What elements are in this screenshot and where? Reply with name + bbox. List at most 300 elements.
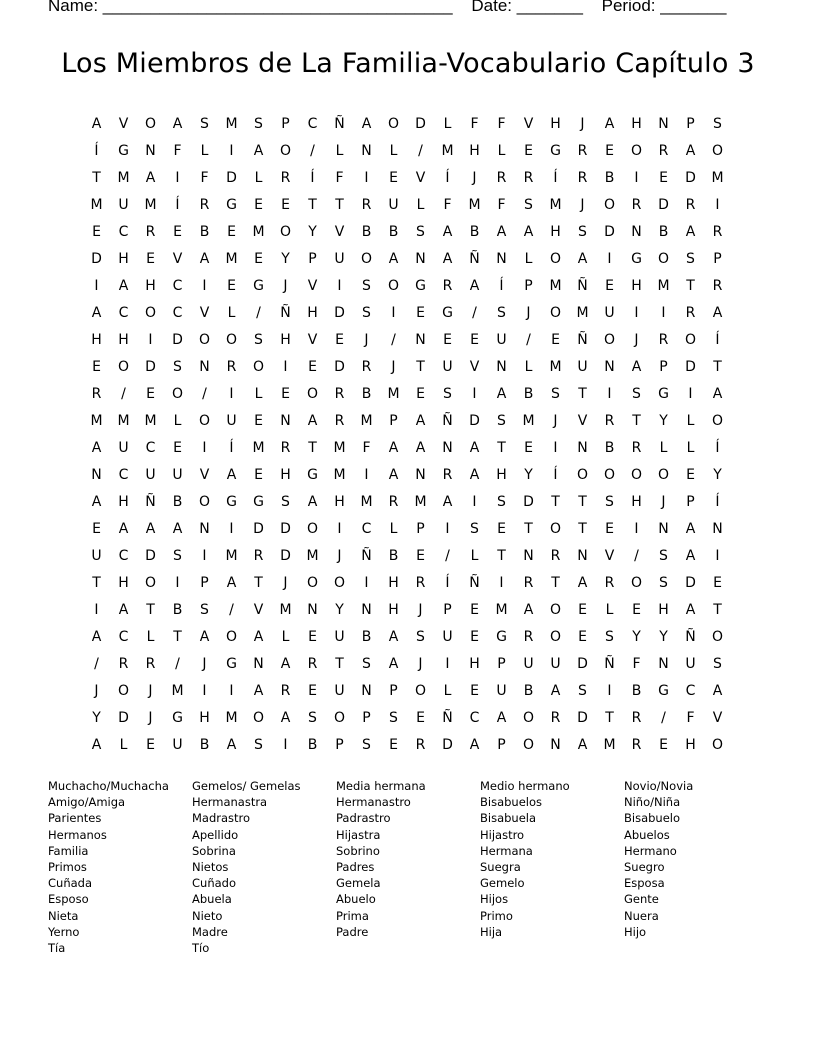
grid-letter[interactable]: M	[306, 548, 319, 564]
grid-letter[interactable]: M	[144, 197, 157, 213]
grid-letter[interactable]: E	[416, 386, 425, 402]
grid-letter[interactable]: S	[389, 710, 398, 726]
grid-letter[interactable]: D	[226, 170, 237, 186]
grid-letter[interactable]: V	[172, 251, 183, 267]
grid-letter[interactable]: A	[91, 494, 102, 510]
date-field[interactable]: Date: _______	[471, 0, 583, 15]
grid-letter[interactable]: V	[253, 602, 264, 618]
grid-letter[interactable]: J	[202, 656, 207, 672]
grid-letter[interactable]: P	[443, 602, 452, 618]
grid-letter[interactable]: P	[200, 575, 209, 591]
grid-letter[interactable]: R	[307, 656, 318, 672]
grid-letter[interactable]: T	[551, 494, 560, 510]
grid-letter[interactable]: Í	[499, 278, 504, 294]
grid-letter[interactable]: E	[308, 359, 317, 375]
grid-letter[interactable]: J	[634, 332, 639, 348]
grid-letter[interactable]: R	[280, 170, 291, 186]
grid-letter[interactable]: E	[605, 521, 614, 537]
grid-letter[interactable]: L	[281, 629, 290, 645]
grid-letter[interactable]: S	[497, 413, 506, 429]
grid-letter[interactable]: O	[603, 332, 616, 348]
grid-letter[interactable]: O	[522, 737, 535, 753]
grid-letter[interactable]: O	[657, 467, 670, 483]
grid-letter[interactable]: Ñ	[685, 629, 696, 645]
grid-letter[interactable]: F	[497, 197, 506, 213]
grid-letter[interactable]: E	[146, 386, 155, 402]
grid-letter[interactable]: L	[254, 170, 263, 186]
grid-letter[interactable]: A	[685, 548, 696, 564]
grid-letter[interactable]: E	[308, 683, 317, 699]
grid-letter[interactable]: B	[199, 224, 210, 240]
grid-letter[interactable]: R	[550, 710, 561, 726]
grid-letter[interactable]: H	[631, 278, 642, 294]
grid-letter[interactable]: O	[603, 197, 616, 213]
grid-letter[interactable]: /	[175, 656, 180, 672]
grid-letter[interactable]: B	[199, 737, 210, 753]
grid-letter[interactable]: U	[118, 440, 129, 456]
grid-letter[interactable]: Í	[175, 197, 180, 213]
grid-letter[interactable]: I	[337, 278, 342, 294]
grid-letter[interactable]: B	[658, 224, 669, 240]
grid-letter[interactable]: I	[364, 575, 369, 591]
grid-letter[interactable]: E	[416, 548, 425, 564]
grid-letter[interactable]: /	[418, 143, 423, 159]
grid-letter[interactable]: A	[361, 116, 372, 132]
grid-letter[interactable]: M	[252, 440, 265, 456]
grid-letter[interactable]: Ñ	[361, 548, 372, 564]
grid-letter[interactable]: E	[146, 737, 155, 753]
grid-letter[interactable]: P	[497, 656, 506, 672]
grid-letter[interactable]: F	[686, 710, 695, 726]
grid-letter[interactable]: E	[92, 359, 101, 375]
grid-letter[interactable]: R	[415, 575, 426, 591]
grid-letter[interactable]: I	[229, 386, 234, 402]
grid-letter[interactable]: U	[226, 413, 237, 429]
grid-letter[interactable]: S	[524, 197, 533, 213]
grid-letter[interactable]: Ñ	[604, 656, 615, 672]
grid-letter[interactable]: M	[90, 413, 103, 429]
grid-letter[interactable]: L	[686, 413, 695, 429]
grid-letter[interactable]: A	[685, 602, 696, 618]
grid-letter[interactable]: U	[172, 737, 183, 753]
grid-letter[interactable]: J	[283, 575, 288, 591]
grid-letter[interactable]: T	[578, 521, 587, 537]
grid-letter[interactable]: S	[578, 224, 587, 240]
grid-letter[interactable]: Ñ	[577, 278, 588, 294]
grid-letter[interactable]: C	[172, 305, 183, 321]
grid-letter[interactable]: V	[712, 710, 723, 726]
grid-letter[interactable]: J	[148, 710, 153, 726]
grid-letter[interactable]: C	[685, 683, 696, 699]
grid-letter[interactable]: D	[604, 224, 615, 240]
grid-letter[interactable]: A	[685, 521, 696, 537]
grid-letter[interactable]: Í	[715, 494, 720, 510]
grid-letter[interactable]: R	[280, 683, 291, 699]
grid-letter[interactable]: M	[144, 413, 157, 429]
grid-letter[interactable]: O	[198, 413, 211, 429]
grid-letter[interactable]: R	[334, 413, 345, 429]
grid-letter[interactable]: A	[685, 143, 696, 159]
grid-letter[interactable]: F	[443, 197, 452, 213]
grid-letter[interactable]: I	[229, 521, 234, 537]
grid-letter[interactable]: N	[415, 332, 426, 348]
grid-letter[interactable]: O	[306, 386, 319, 402]
grid-letter[interactable]: L	[173, 413, 182, 429]
grid-letter[interactable]: /	[256, 305, 261, 321]
grid-letter[interactable]: I	[688, 386, 693, 402]
grid-letter[interactable]: Í	[445, 575, 450, 591]
grid-letter[interactable]: E	[281, 386, 290, 402]
grid-letter[interactable]: M	[414, 494, 427, 510]
grid-letter[interactable]: T	[308, 440, 317, 456]
grid-letter[interactable]: M	[603, 737, 616, 753]
grid-letter[interactable]: S	[605, 629, 614, 645]
grid-letter[interactable]: I	[202, 548, 207, 564]
grid-letter[interactable]: T	[416, 359, 425, 375]
grid-letter[interactable]: R	[280, 440, 291, 456]
grid-letter[interactable]: T	[605, 710, 614, 726]
grid-letter[interactable]: M	[225, 251, 238, 267]
grid-letter[interactable]: I	[715, 197, 720, 213]
grid-letter[interactable]: A	[253, 683, 264, 699]
grid-letter[interactable]: P	[497, 737, 506, 753]
grid-letter[interactable]: E	[308, 629, 317, 645]
grid-letter[interactable]: Y	[335, 602, 344, 618]
grid-letter[interactable]: H	[388, 602, 399, 618]
grid-letter[interactable]: B	[604, 170, 615, 186]
grid-letter[interactable]: I	[607, 386, 612, 402]
grid-letter[interactable]: M	[522, 413, 535, 429]
grid-letter[interactable]: L	[146, 629, 155, 645]
grid-letter[interactable]: O	[117, 683, 130, 699]
grid-letter[interactable]: F	[200, 170, 209, 186]
grid-letter[interactable]: N	[523, 548, 534, 564]
grid-letter[interactable]: L	[524, 359, 533, 375]
grid-letter[interactable]: E	[227, 278, 236, 294]
grid-letter[interactable]: P	[335, 737, 344, 753]
grid-letter[interactable]: R	[631, 737, 642, 753]
grid-letter[interactable]: N	[145, 143, 156, 159]
grid-letter[interactable]: N	[712, 521, 723, 537]
grid-letter[interactable]: V	[604, 548, 615, 564]
grid-letter[interactable]: L	[497, 143, 506, 159]
grid-letter[interactable]: E	[713, 575, 722, 591]
grid-letter[interactable]: P	[362, 710, 371, 726]
grid-letter[interactable]: U	[442, 629, 453, 645]
grid-letter[interactable]: N	[307, 602, 318, 618]
grid-letter[interactable]: E	[551, 332, 560, 348]
grid-letter[interactable]: A	[523, 224, 534, 240]
grid-letter[interactable]: I	[472, 494, 477, 510]
grid-letter[interactable]: C	[361, 521, 372, 537]
grid-letter[interactable]: G	[226, 656, 237, 672]
grid-letter[interactable]: D	[469, 413, 480, 429]
grid-letter[interactable]: R	[631, 710, 642, 726]
grid-letter[interactable]: R	[523, 575, 534, 591]
grid-letter[interactable]: M	[360, 494, 373, 510]
grid-letter[interactable]: B	[361, 386, 372, 402]
grid-letter[interactable]: O	[144, 116, 157, 132]
grid-letter[interactable]: D	[280, 521, 291, 537]
grid-letter[interactable]: /	[229, 602, 234, 618]
grid-letter[interactable]: P	[389, 683, 398, 699]
grid-letter[interactable]: C	[307, 116, 318, 132]
grid-letter[interactable]: O	[144, 575, 157, 591]
grid-letter[interactable]: B	[631, 683, 642, 699]
grid-letter[interactable]: G	[307, 467, 318, 483]
grid-letter[interactable]: E	[470, 332, 479, 348]
grid-letter[interactable]: U	[334, 683, 345, 699]
grid-letter[interactable]: I	[175, 170, 180, 186]
grid-letter[interactable]: G	[658, 386, 669, 402]
grid-letter[interactable]: L	[686, 440, 695, 456]
grid-letter[interactable]: S	[578, 683, 587, 699]
grid-letter[interactable]: R	[658, 332, 669, 348]
grid-letter[interactable]: M	[225, 710, 238, 726]
grid-letter[interactable]: P	[659, 359, 668, 375]
grid-letter[interactable]: H	[550, 116, 561, 132]
grid-letter[interactable]: U	[118, 197, 129, 213]
grid-letter[interactable]: H	[388, 575, 399, 591]
grid-letter[interactable]: A	[118, 521, 129, 537]
grid-letter[interactable]: A	[550, 683, 561, 699]
grid-letter[interactable]: E	[632, 602, 641, 618]
grid-letter[interactable]: R	[226, 359, 237, 375]
grid-letter[interactable]: B	[361, 629, 372, 645]
grid-letter[interactable]: E	[443, 332, 452, 348]
grid-letter[interactable]: V	[577, 413, 588, 429]
grid-letter[interactable]: L	[119, 737, 128, 753]
grid-letter[interactable]: V	[415, 170, 426, 186]
grid-letter[interactable]: S	[254, 332, 263, 348]
grid-letter[interactable]: E	[416, 305, 425, 321]
grid-letter[interactable]: A	[91, 737, 102, 753]
grid-letter[interactable]: N	[361, 683, 372, 699]
grid-letter[interactable]: R	[631, 440, 642, 456]
grid-letter[interactable]: D	[334, 359, 345, 375]
grid-letter[interactable]: E	[470, 629, 479, 645]
grid-letter[interactable]: S	[713, 116, 722, 132]
grid-letter[interactable]: A	[577, 575, 588, 591]
period-field[interactable]: Period: _______	[601, 0, 727, 15]
grid-letter[interactable]: S	[362, 737, 371, 753]
grid-letter[interactable]: C	[469, 710, 480, 726]
grid-letter[interactable]: R	[442, 278, 453, 294]
grid-letter[interactable]: V	[199, 467, 210, 483]
grid-letter[interactable]: A	[91, 440, 102, 456]
grid-letter[interactable]: M	[576, 305, 589, 321]
grid-letter[interactable]: S	[173, 548, 182, 564]
grid-letter[interactable]: J	[580, 116, 585, 132]
grid-letter[interactable]: R	[361, 359, 372, 375]
grid-letter[interactable]: R	[685, 305, 696, 321]
grid-letter[interactable]: C	[172, 278, 183, 294]
grid-letter[interactable]: E	[173, 440, 182, 456]
grid-letter[interactable]: A	[712, 386, 723, 402]
grid-letter[interactable]: L	[335, 143, 344, 159]
grid-letter[interactable]: M	[225, 548, 238, 564]
grid-letter[interactable]: /	[661, 710, 666, 726]
grid-letter[interactable]: R	[388, 494, 399, 510]
grid-letter[interactable]: A	[712, 683, 723, 699]
name-field[interactable]: Name: _____________________________________	[48, 0, 453, 15]
grid-letter[interactable]: A	[685, 224, 696, 240]
grid-letter[interactable]: J	[94, 683, 99, 699]
grid-letter[interactable]: U	[523, 656, 534, 672]
grid-letter[interactable]: D	[280, 548, 291, 564]
grid-letter[interactable]: I	[607, 683, 612, 699]
grid-letter[interactable]: U	[442, 359, 453, 375]
grid-letter[interactable]: Ñ	[334, 116, 345, 132]
grid-letter[interactable]: A	[631, 359, 642, 375]
grid-letter[interactable]: S	[200, 116, 209, 132]
grid-letter[interactable]: L	[470, 548, 479, 564]
grid-letter[interactable]: M	[252, 224, 265, 240]
grid-letter[interactable]: T	[335, 197, 344, 213]
grid-letter[interactable]: D	[685, 359, 696, 375]
grid-letter[interactable]: H	[334, 494, 345, 510]
grid-letter[interactable]: I	[445, 656, 450, 672]
grid-letter[interactable]: J	[148, 683, 153, 699]
grid-letter[interactable]: N	[658, 656, 669, 672]
grid-letter[interactable]: P	[308, 251, 317, 267]
grid-letter[interactable]: Y	[659, 629, 668, 645]
grid-letter[interactable]: L	[416, 197, 425, 213]
grid-letter[interactable]: M	[549, 359, 562, 375]
grid-letter[interactable]: G	[496, 629, 507, 645]
grid-letter[interactable]: Í	[553, 467, 558, 483]
grid-letter[interactable]: N	[415, 467, 426, 483]
grid-letter[interactable]: D	[577, 656, 588, 672]
grid-letter[interactable]: F	[470, 116, 479, 132]
grid-letter[interactable]: R	[145, 224, 156, 240]
grid-letter[interactable]: J	[283, 278, 288, 294]
grid-letter[interactable]: O	[198, 494, 211, 510]
grid-letter[interactable]: I	[337, 521, 342, 537]
grid-letter[interactable]: L	[524, 251, 533, 267]
grid-letter[interactable]: I	[94, 602, 99, 618]
grid-letter[interactable]: T	[713, 359, 722, 375]
grid-letter[interactable]: I	[202, 683, 207, 699]
grid-letter[interactable]: T	[686, 278, 695, 294]
grid-letter[interactable]: R	[442, 467, 453, 483]
grid-letter[interactable]: U	[685, 656, 696, 672]
grid-letter[interactable]: E	[92, 521, 101, 537]
grid-letter[interactable]: H	[118, 332, 129, 348]
grid-letter[interactable]: S	[416, 629, 425, 645]
grid-letter[interactable]: T	[497, 440, 506, 456]
grid-letter[interactable]: /	[445, 548, 450, 564]
grid-letter[interactable]: G	[118, 143, 129, 159]
grid-letter[interactable]: D	[577, 710, 588, 726]
grid-letter[interactable]: A	[172, 521, 183, 537]
grid-letter[interactable]: D	[91, 251, 102, 267]
grid-letter[interactable]: O	[549, 602, 562, 618]
grid-letter[interactable]: E	[659, 170, 668, 186]
grid-letter[interactable]: O	[414, 683, 427, 699]
grid-letter[interactable]: O	[225, 629, 238, 645]
grid-letter[interactable]: R	[658, 143, 669, 159]
grid-letter[interactable]: A	[307, 494, 318, 510]
grid-letter[interactable]: H	[91, 332, 102, 348]
grid-letter[interactable]: B	[523, 683, 534, 699]
grid-letter[interactable]: O	[603, 467, 616, 483]
grid-letter[interactable]: O	[549, 305, 562, 321]
grid-letter[interactable]: M	[279, 602, 292, 618]
grid-letter[interactable]: D	[253, 521, 264, 537]
grid-letter[interactable]: I	[364, 467, 369, 483]
grid-letter[interactable]: Y	[659, 413, 668, 429]
grid-letter[interactable]: A	[496, 710, 507, 726]
grid-letter[interactable]: I	[634, 305, 639, 321]
grid-letter[interactable]: G	[631, 251, 642, 267]
grid-letter[interactable]: E	[146, 251, 155, 267]
grid-letter[interactable]: M	[549, 278, 562, 294]
grid-letter[interactable]: O	[549, 521, 562, 537]
grid-letter[interactable]: E	[254, 251, 263, 267]
grid-letter[interactable]: P	[416, 521, 425, 537]
grid-letter[interactable]: P	[686, 116, 695, 132]
grid-letter[interactable]: I	[202, 440, 207, 456]
grid-letter[interactable]: S	[686, 251, 695, 267]
grid-letter[interactable]: U	[550, 656, 561, 672]
grid-letter[interactable]: S	[281, 494, 290, 510]
grid-letter[interactable]: A	[91, 305, 102, 321]
grid-letter[interactable]: S	[632, 386, 641, 402]
grid-letter[interactable]: R	[577, 170, 588, 186]
grid-letter[interactable]: A	[469, 467, 480, 483]
grid-letter[interactable]: M	[171, 683, 184, 699]
grid-letter[interactable]: P	[713, 251, 722, 267]
grid-letter[interactable]: E	[173, 224, 182, 240]
grid-letter[interactable]: O	[711, 737, 724, 753]
grid-letter[interactable]: S	[254, 737, 263, 753]
grid-letter[interactable]: I	[148, 332, 153, 348]
grid-letter[interactable]: O	[711, 629, 724, 645]
grid-letter[interactable]: R	[523, 170, 534, 186]
grid-letter[interactable]: J	[580, 197, 585, 213]
grid-letter[interactable]: E	[497, 521, 506, 537]
grid-letter[interactable]: E	[524, 143, 533, 159]
grid-letter[interactable]: N	[280, 413, 291, 429]
grid-letter[interactable]: A	[199, 251, 210, 267]
grid-letter[interactable]: H	[550, 224, 561, 240]
grid-letter[interactable]: T	[254, 575, 263, 591]
grid-letter[interactable]: E	[281, 197, 290, 213]
grid-letter[interactable]: G	[253, 494, 264, 510]
grid-letter[interactable]: B	[388, 224, 399, 240]
grid-letter[interactable]: R	[523, 629, 534, 645]
grid-letter[interactable]: M	[117, 170, 130, 186]
grid-letter[interactable]: U	[91, 548, 102, 564]
grid-letter[interactable]: Í	[94, 143, 99, 159]
grid-letter[interactable]: D	[523, 494, 534, 510]
grid-letter[interactable]: L	[659, 440, 668, 456]
grid-letter[interactable]: A	[712, 305, 723, 321]
grid-letter[interactable]: A	[118, 602, 129, 618]
grid-letter[interactable]: E	[686, 467, 695, 483]
grid-letter[interactable]: O	[225, 332, 238, 348]
grid-letter[interactable]: Í	[715, 440, 720, 456]
grid-letter[interactable]: G	[550, 143, 561, 159]
grid-letter[interactable]: N	[361, 143, 372, 159]
grid-letter[interactable]: V	[307, 332, 318, 348]
grid-letter[interactable]: Í	[445, 170, 450, 186]
grid-letter[interactable]: D	[145, 548, 156, 564]
grid-letter[interactable]: L	[389, 521, 398, 537]
grid-letter[interactable]: P	[686, 494, 695, 510]
grid-letter[interactable]: /	[310, 143, 315, 159]
